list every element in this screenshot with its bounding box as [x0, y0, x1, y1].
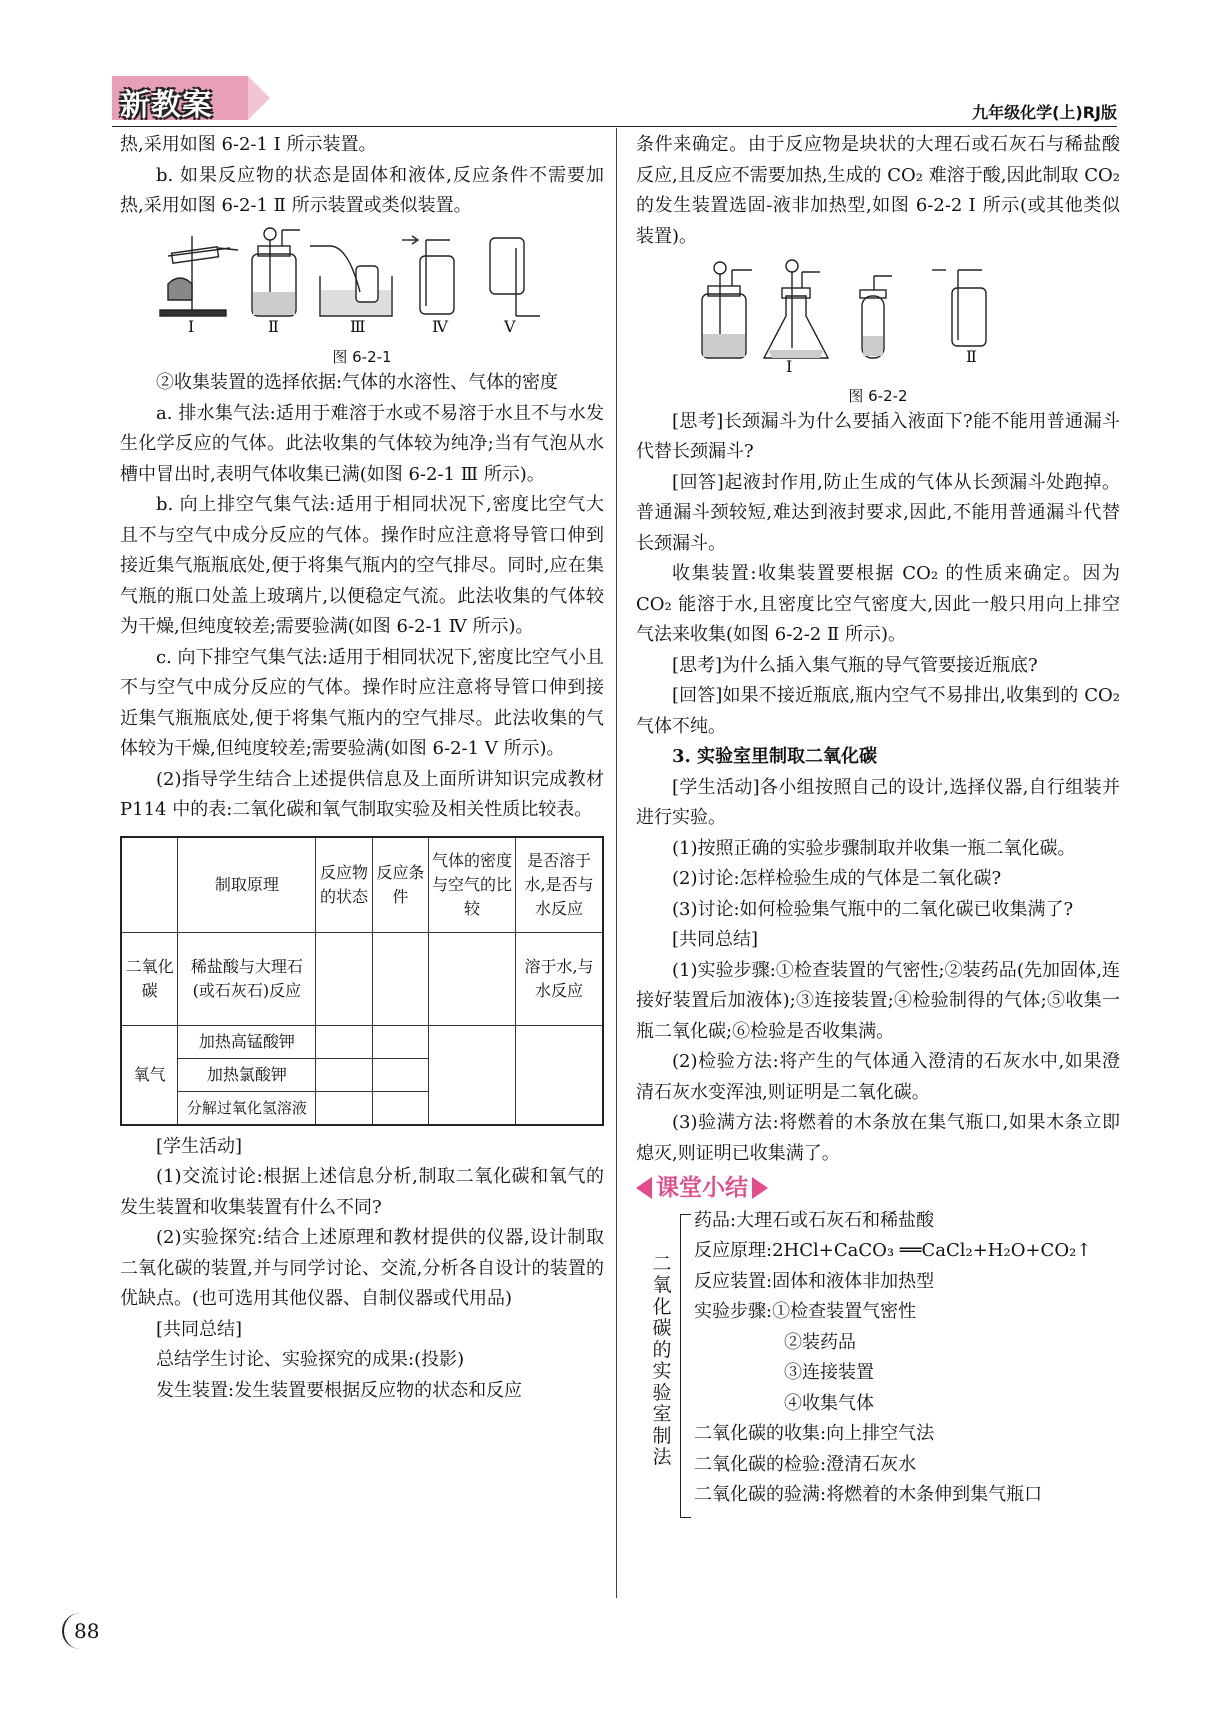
paragraph: (1)实验步骤:①检查装置的气密性;②装药品(先加固体,连接好装置后加液体);③连接装置;④检验制得的气体;⑤收集一瓶二氧化碳;⑥检验是否收集满。 — [636, 959, 1120, 1042]
right-triangle-icon — [752, 1177, 768, 1199]
paragraph: [思考]长颈漏斗为什么要插入液面下?能不能用普通漏斗代替长颈漏斗? — [636, 410, 1120, 462]
page-number: 88 — [62, 1613, 110, 1649]
paragraph: c. 向下排空气集气法:适用于相同状况下,密度比空气小且不与空气中成分反应的气体。操作时应注意将导管口伸到接近集气瓶瓶底处,便于将集气瓶内的空气排尽。此法收集的气体较为干燥,但纯度较差;需要验满(如图 6-2-1 Ⅴ 所示)。 — [120, 646, 604, 759]
figure-caption: 图 6-2-1 — [332, 348, 392, 366]
column-header: 气体的密度与空气的比较 — [428, 837, 515, 933]
left-triangle-icon — [636, 1177, 652, 1199]
table-cell: 加热氯酸钾 — [178, 1058, 316, 1091]
paragraph: b. 如果反应物的状态是固体和液体,反应条件不需要加热,采用如图 6-2-1 Ⅱ 所示装置或类似装置。 — [120, 164, 604, 216]
right-column — [636, 130, 1120, 1526]
row-header: 氧气 — [121, 1025, 178, 1125]
paragraph: ②收集装置的选择依据:气体的水溶性、气体的密度 — [156, 372, 559, 393]
section-heading: 3. 实验室里制取二氧化碳 — [672, 746, 878, 767]
figure-caption: 图 6-2-2 — [848, 386, 908, 405]
paragraph: (2)指导学生结合上述提供信息及上面所讲知识完成教材 P114 中的表:二氧化碳和氧气制取实验及相关性质比较表。 — [120, 768, 604, 820]
paragraph: a. 排水集气法:适用于难溶于水或不易溶于水且不与水发生化学反应的气体。此法收集的气体较为纯净;当有气泡从水槽中冒出时,表明气体收集已满(如图 6-2-1 Ⅲ 所示)。 — [120, 402, 604, 485]
apparatus-illustration — [636, 256, 1120, 374]
paragraph: [学生活动] — [156, 1135, 243, 1157]
brand-logo — [112, 76, 272, 123]
paragraph: (2)讨论:怎样检验生成的气体是二氧化碳? — [672, 868, 1002, 889]
row-header: 二氧化碳 — [121, 932, 178, 1025]
table-cell: 加热高锰酸钾 — [178, 1025, 316, 1058]
table-cell: 溶于水,与水反应 — [515, 932, 603, 1025]
summary-item: 二氧化碳的检验:澄清石灰水 — [694, 1453, 917, 1475]
fig2-label: Ⅱ — [966, 347, 977, 366]
paragraph: (1)按照正确的实验步骤制取并收集一瓶二氧化碳。 — [672, 837, 1076, 859]
summary-item: 反应原理:2HCl+CaCO₃ ══CaCl₂+H₂O+CO₂↑ — [694, 1240, 1092, 1261]
fig1-label: Ⅴ — [504, 316, 516, 336]
summary-vertical-title: 二氧化碳的实验室制法 — [652, 1252, 672, 1468]
summary-item: ②装药品 — [784, 1331, 856, 1353]
summary-item: 二氧化碳的收集:向上排空气法 — [694, 1423, 935, 1444]
header-rule — [112, 126, 1117, 127]
fig1-label: Ⅲ — [350, 316, 366, 336]
summary-item: ④收集气体 — [784, 1392, 874, 1414]
column-divider — [616, 128, 617, 1598]
comparison-table — [120, 836, 604, 1126]
paragraph: 发生装置:发生装置要根据反应物的状态和反应 — [156, 1379, 523, 1401]
table-row — [121, 1025, 603, 1058]
paragraph: [共同总结] — [672, 929, 759, 950]
table-header-row — [121, 837, 603, 933]
brace-bracket — [680, 1214, 691, 1518]
paragraph: [回答]如果不接近瓶底,瓶内空气不易排出,收集到的 CO₂ 气体不纯。 — [636, 685, 1120, 737]
paragraph: [回答]起液封作用,防止生成的气体从长颈漏斗处跑掉。普通漏斗颈较短,难达到液封要求,因此,不能用普通漏斗代替长颈漏斗。 — [636, 471, 1120, 554]
summary-item: ③连接装置 — [784, 1362, 874, 1383]
logo-text: 新教案 — [120, 88, 213, 123]
fig1-label: Ⅱ — [268, 316, 279, 336]
column-header: 是否溶于水,是否与水反应 — [515, 837, 603, 933]
paragraph: 热,采用如图 6-2-1 Ⅰ 所示装置。 — [120, 134, 377, 155]
fig2-label: Ⅰ — [786, 357, 793, 374]
column-header: 反应物的状态 — [316, 837, 372, 933]
summary-items — [694, 1206, 1091, 1511]
paragraph: (1)交流讨论:根据上述信息分析,制取二氧化碳和氧气的发生装置和收集装置有什么不同? — [120, 1166, 604, 1218]
paragraph: [学生活动]各小组按照自己的设计,选择仪器,自行组装并进行实验。 — [636, 776, 1120, 828]
table-cell: 稀盐酸与大理石(或石灰石)反应 — [178, 932, 316, 1025]
summary-item: 二氧化碳的验满:将燃着的木条伸到集气瓶口 — [694, 1484, 1043, 1505]
table-row — [121, 932, 603, 1025]
paragraph: (2)检验方法:将产生的气体通入澄清的石灰水中,如果澄清石灰水变浑浊,则证明是二氧化碳。 — [636, 1051, 1120, 1103]
apparatus-illustration — [120, 226, 604, 336]
summary-outline — [636, 1206, 1120, 1526]
summary-title-text: 课堂小结 — [656, 1175, 748, 1201]
figure-6-2-2 — [636, 256, 1120, 407]
paragraph: (3)讨论:如何检验集气瓶中的二氧化碳已收集满了? — [672, 898, 1074, 920]
column-header: 反应条件 — [372, 837, 428, 933]
paragraph: (3)验满方法:将燃着的木条放在集气瓶口,如果木条立即熄灭,则证明已收集满了。 — [636, 1112, 1120, 1164]
summary-item: 实验步骤:①检查装置气密性 — [694, 1301, 917, 1322]
book-title: 九年级化学(上)RJ版 — [972, 103, 1117, 122]
table-cell: 分解过氧化氢溶液 — [178, 1091, 316, 1125]
paragraph: 总结学生讨论、实验探究的成果:(投影) — [156, 1349, 465, 1370]
column-header: 制取原理 — [178, 837, 316, 933]
paragraph: b. 向上排空气集气法:适用于相同状况下,密度比空气大且不与空气中成分反应的气体。操作时应注意将导管口伸到接近集气瓶瓶底处,便于将集气瓶内的空气排尽。同时,应在集气瓶的瓶口处盖上玻璃片,以便稳定气流。此法收集的气体较为干燥,但纯度较差;需要验满(如图 6-2-1 Ⅳ 所示)。 — [120, 494, 604, 637]
fig1-label: Ⅰ — [188, 316, 195, 336]
paragraph: [共同总结] — [156, 1318, 243, 1340]
summary-item: 反应装置:固体和液体非加热型 — [694, 1270, 935, 1292]
left-column — [120, 130, 604, 1406]
paragraph: 条件来确定。由于反应物是块状的大理石或石灰石与稀盐酸反应,且反应不需要加热,生成的 CO₂ 难溶于酸,因此制取 CO₂ 的发生装置选固-液非加热型,如图 6-2-2 Ⅰ 所示(或其他类似装置)。 — [636, 134, 1120, 247]
paragraph: [思考]为什么插入集气瓶的导气管要接近瓶底? — [672, 654, 1038, 676]
paragraph: (2)实验探究:结合上述原理和教材提供的仪器,设计制取二氧化碳的装置,并与同学讨论、交流,分析各自设计的装置的优缺点。(也可选用其他仪器、自制仪器或代用品) — [120, 1227, 604, 1309]
paragraph: 收集装置:收集装置要根据 CO₂ 的性质来确定。因为 CO₂ 能溶于水,且密度比空气密度大,因此一般只用向上排空气法来收集(如图 6-2-2 Ⅱ 所示)。 — [636, 563, 1120, 645]
fig1-label: Ⅳ — [432, 316, 448, 336]
figure-6-2-1 — [120, 226, 604, 369]
summary-item: 药品:大理石或石灰石和稀盐酸 — [694, 1209, 935, 1231]
summary-title — [636, 1173, 1120, 1204]
